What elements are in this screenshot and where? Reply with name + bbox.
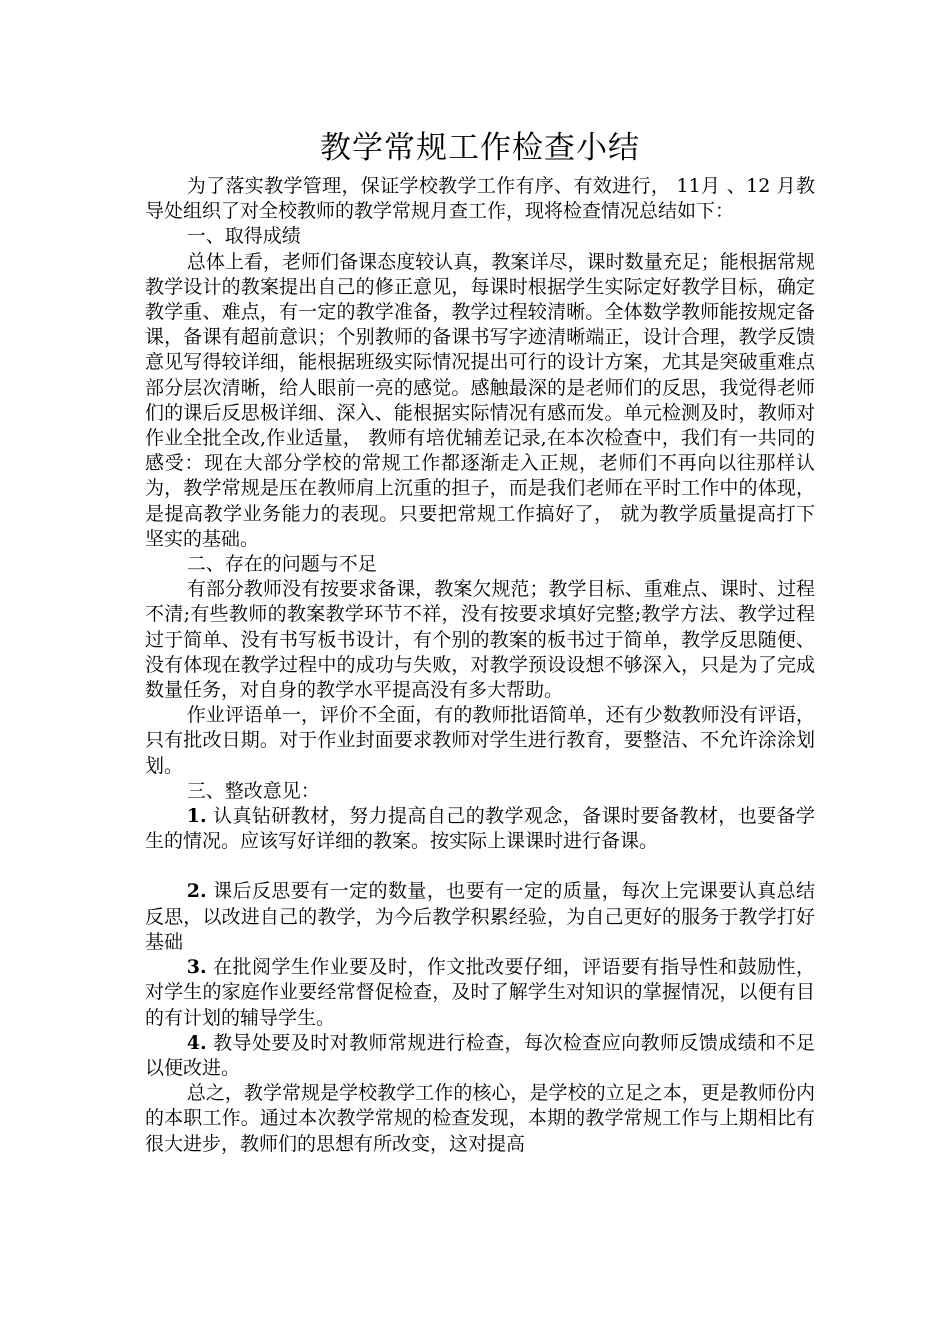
item-number: 3. <box>186 956 207 979</box>
improvement-item-1 <box>145 804 815 854</box>
item-text: 认真钻研教材，努力提高自己的教学观念，备课时要备教材，也要备学生的情况。应该写好详细的教案。按实际上课课时进行备课。 <box>145 805 815 853</box>
conclusion-paragraph: 总之，教学常规是学校教学工作的核心，是学校的立足之本，更是教师份内的本职工作。通过本次教学常规的检查发现，本期的教学常规工作与上期相比有很大进步，教师们的思想有所改变，这对提高 <box>145 1082 815 1155</box>
item-text: 教导处要及时对教师常规进行检查，每次检查应向教师反馈成绩和不足以便改进。 <box>145 1031 815 1079</box>
improvement-item-3 <box>145 955 815 1031</box>
item-number: 4. <box>186 1031 207 1054</box>
problems-paragraph-2: 作业评语单一，评价不全面，有的教师批语简单，还有少数教师没有评语，只有批改日期。对于作业封面要求教师对学生进行教育，要整洁、不允许涂涂划划。 <box>145 704 815 777</box>
document-title: 教学常规工作检查小结 <box>320 130 640 166</box>
intro-paragraph: 为了落实教学管理，保证学校教学工作有序、有效进行， 11月 、12 月教导处组织了对全校教师的教学常规月查工作，现将检查情况总结如下： <box>145 175 815 223</box>
item-number: 2. <box>186 880 207 903</box>
improvement-item-4 <box>145 1031 815 1081</box>
blank-line <box>145 854 815 879</box>
improvement-item-2 <box>145 879 815 955</box>
problems-paragraph-1: 有部分教师没有按要求备课，教案欠规范；教学目标、重难点、课时、过程不清;有些教师的教案教学环节不祥，没有按要求填好完整;教学方法、教学过程过于简单、没有书写板书设计，有个别的教案的板书过于简单，教学反思随便、没有体现在教学过程中的成功与失败，对教学预设设想不够深入，只是为了完成数量任务，对自身的教学水平提高没有多大帮助。 <box>145 578 815 702</box>
item-number: 1. <box>186 805 207 828</box>
section-heading-improvements: 三、整改意见： <box>186 779 320 802</box>
achievements-paragraph: 总体上看，老师们备课态度较认真，教案详尽，课时数量充足；能根据常规教学设计的教案提出自己的修正意见，每课时根据学生实际定好教学目标，确定教学重、难点，有一定的教学准备，教学过程较清晰。全体数学教师能按规定备课，备课有超前意识；个别教师的备课书写字迹清晰端正，设计合理，教学反馈意见写得较详细，能根据班级实际情况提出可行的设计方案，尤其是突破重难点部分层次清晰，给人眼前一亮的感觉。感触最深的是老师们的反思，我觉得老师们的课后反思极详细、深入、能根据实际情况有感而发。单元检测及时，教师对作业全批全改,作业适量， 教师有培优辅差记录,在本次检查中，我们有一共同的感受：现在大部分学校的常规工作都逐渐走入正规，老师们不再向以往那样认为，教学常规是压在教师肩上沉重的担子，而是我们老师在平时工作中的体现，是提高教学业务能力的表现。只要把常规工作搞好了， 就为教学质量提高打下坚实的基础。 <box>145 250 815 550</box>
section-heading-achievements: 一、取得成绩 <box>186 225 301 248</box>
item-text: 课后反思要有一定的数量，也要有一定的质量，每次上完课要认真总结反思，以改进自己的教学，为今后教学积累经验，为自己更好的服务于教学打好基础 <box>145 880 815 953</box>
section-heading-problems: 二、存在的问题与不足 <box>186 553 377 576</box>
document-body <box>145 128 815 1157</box>
item-text: 在批阅学生作业要及时，作文批改要仔细，评语要有指导性和鼓励性，对学生的家庭作业要经常督促检查，及时了解学生对知识的掌握情况，以便有目的有计划的辅导学生。 <box>145 956 815 1029</box>
